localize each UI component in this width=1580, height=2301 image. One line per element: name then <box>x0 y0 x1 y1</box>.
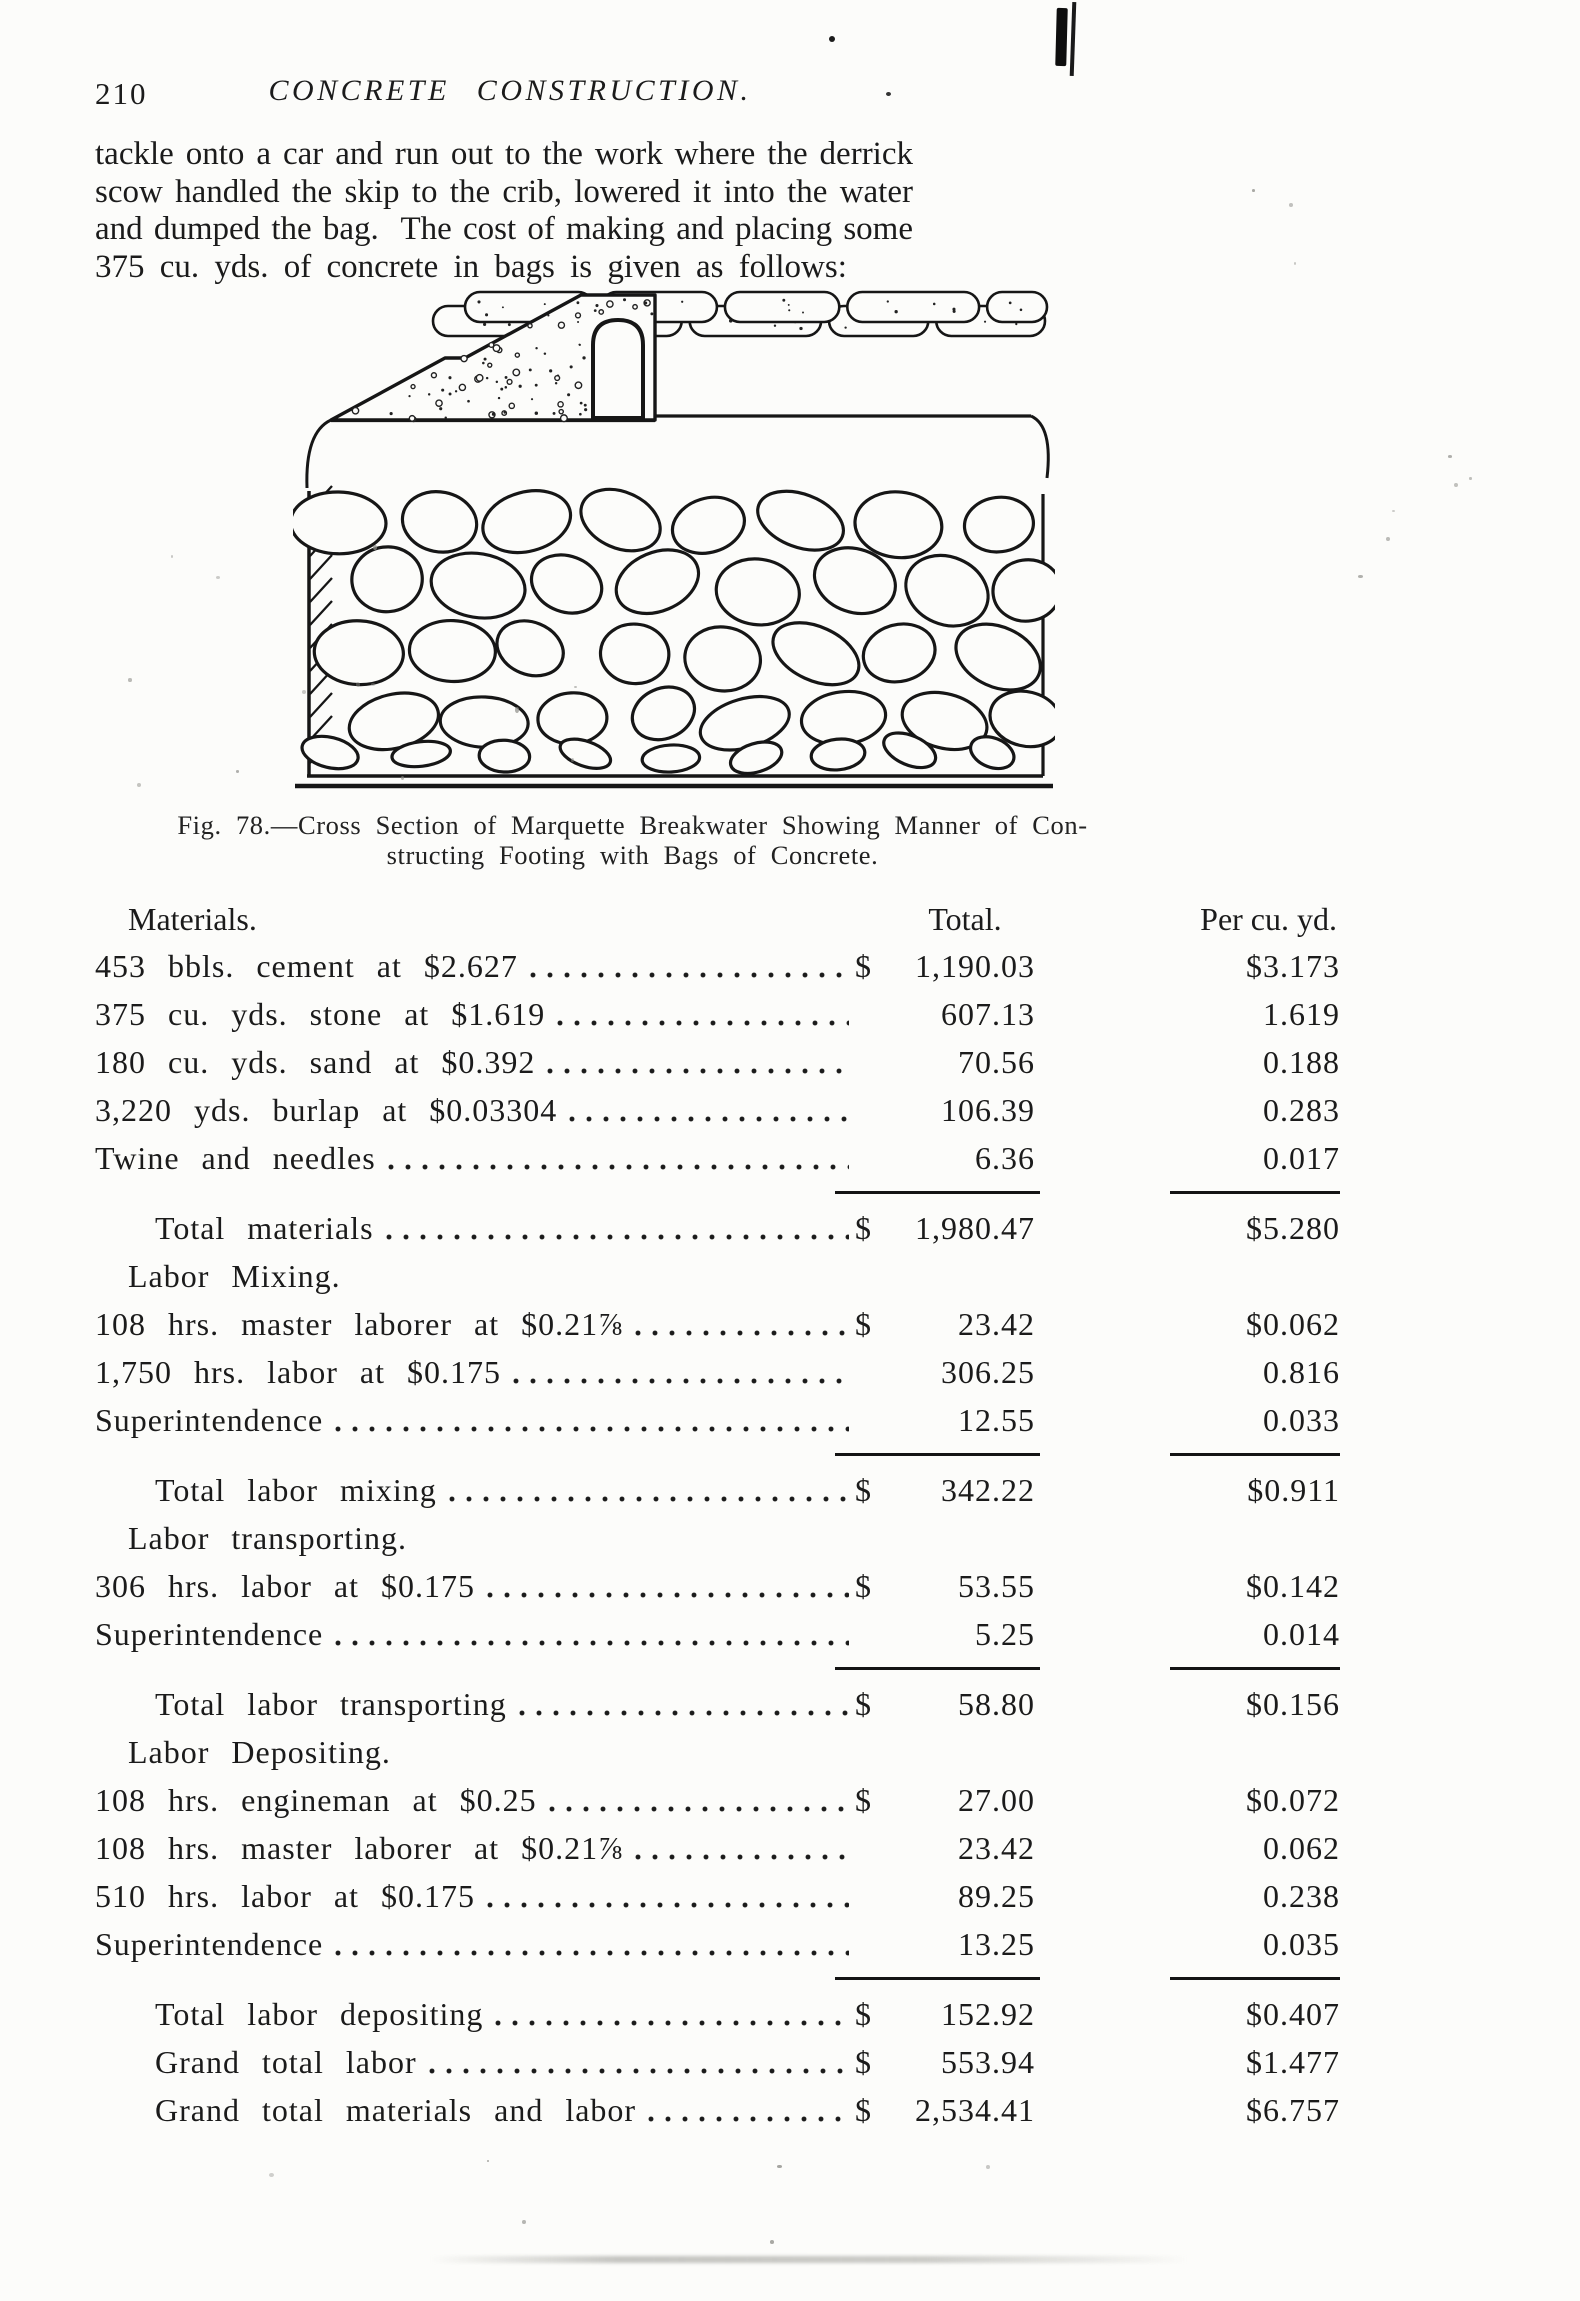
row-label: Total labor depositing <box>155 1996 484 2032</box>
per-cu-yd-value: $6.757 <box>1246 2092 1340 2128</box>
row-label: 375 cu. yds. stone at $1.619 <box>95 996 546 1032</box>
scan-speck <box>401 776 404 780</box>
scan-smudge <box>430 2256 1190 2263</box>
scan-speck <box>128 678 132 682</box>
table-rule <box>95 1968 1340 1990</box>
scan-speck <box>770 2240 774 2244</box>
rule-per-column <box>1170 1453 1340 1456</box>
dot-leader <box>648 2116 849 2122</box>
dot-leader <box>487 1592 849 1598</box>
currency-sign: $ <box>855 2044 871 2080</box>
scan-speck <box>1469 477 1472 480</box>
currency-sign: $ <box>855 1782 871 1818</box>
figure-caption-line2: structing Footing with Bags of Concrete. <box>386 840 879 870</box>
total-value: 607.13 <box>941 996 1035 1032</box>
table-row <box>95 1920 1340 1968</box>
scan-speck <box>371 683 375 686</box>
dot-leader <box>547 1068 849 1074</box>
table-rule <box>95 1658 1340 1680</box>
dot-leader <box>449 1496 849 1502</box>
figure-caption-line1: Fig. 78.—Cross Section of Marquette Breakwater Showing Manner of Con- <box>177 810 1088 840</box>
per-cu-yd-value: 0.816 <box>1263 1354 1340 1390</box>
table-row <box>95 1610 1340 1658</box>
table-section-row <box>95 1252 1340 1300</box>
total-value: 23.42 <box>958 1306 1035 1342</box>
per-cu-yd-value: 1.619 <box>1263 996 1340 1032</box>
total-value: 342.22 <box>941 1472 1035 1508</box>
scan-speck <box>236 770 239 773</box>
rule-total-column <box>835 1667 1040 1670</box>
scan-speck <box>1392 510 1395 512</box>
table-row <box>95 942 1340 990</box>
table-rule <box>95 1444 1340 1466</box>
paragraph-line: 375 cu. yds. of concrete in bags is given as follows: <box>95 248 847 285</box>
table-row <box>95 1300 1340 1348</box>
ink-speck <box>829 36 835 42</box>
table-row <box>95 1466 1340 1514</box>
dot-leader <box>530 972 849 978</box>
per-cu-yd-value: 0.033 <box>1263 1402 1340 1438</box>
table-row <box>95 1990 1340 2038</box>
dot-leader <box>635 1330 849 1336</box>
row-label: Grand total materials and labor <box>155 2092 637 2128</box>
dot-leader <box>557 1020 849 1026</box>
scan-speck <box>777 2165 782 2168</box>
table-section-row <box>95 1728 1340 1776</box>
per-cu-yd-value: 0.062 <box>1263 1830 1340 1866</box>
row-label: 108 hrs. master laborer at $0.21⅞ <box>95 1830 624 1866</box>
table-body <box>95 942 1340 2134</box>
table-row <box>95 1680 1340 1728</box>
paragraph-line: and dumped the bag. The cost of making and placing some <box>95 211 913 247</box>
scan-speck <box>137 783 141 787</box>
total-value: 553.94 <box>941 2044 1035 2080</box>
rule-total-column <box>835 1191 1040 1194</box>
column-header-total: Total. <box>928 901 1002 937</box>
per-cu-yd-value: 0.014 <box>1263 1616 1340 1652</box>
table-row <box>95 2086 1340 2134</box>
scan-speck <box>487 2160 489 2162</box>
scan-speck <box>373 545 377 550</box>
figure-cross-section <box>293 286 1055 798</box>
per-cu-yd-value: 0.283 <box>1263 1092 1340 1128</box>
per-cu-yd-value: 0.017 <box>1263 1140 1340 1176</box>
scan-speck <box>1252 189 1255 192</box>
scan-speck <box>1448 455 1452 458</box>
dot-leader <box>513 1378 849 1384</box>
rule-total-column <box>835 1977 1040 1980</box>
total-value: 5.25 <box>975 1616 1035 1652</box>
scan-speck <box>1454 483 1458 487</box>
scan-speck <box>356 682 360 687</box>
currency-sign: $ <box>855 1568 871 1604</box>
table-row <box>95 1348 1340 1396</box>
total-value: 89.25 <box>958 1878 1035 1914</box>
currency-sign: $ <box>855 1306 871 1342</box>
table-row <box>95 1086 1340 1134</box>
total-value: 6.36 <box>975 1140 1035 1176</box>
row-label: Labor Mixing. <box>128 1258 341 1294</box>
total-value: 70.56 <box>958 1044 1035 1080</box>
total-value: 58.80 <box>958 1686 1035 1722</box>
dot-leader <box>335 1640 849 1646</box>
total-value: 1,980.47 <box>915 1210 1035 1246</box>
total-value: 1,190.03 <box>915 948 1035 984</box>
dot-leader <box>569 1116 849 1122</box>
row-label: Labor Depositing. <box>128 1734 391 1770</box>
running-head: CONCRETE CONSTRUCTION. <box>268 74 752 107</box>
dot-leader <box>335 1426 849 1432</box>
row-label: Labor transporting. <box>128 1520 408 1556</box>
row-label: 510 hrs. labor at $0.175 <box>95 1878 475 1914</box>
dot-leader <box>487 1902 849 1908</box>
table-row <box>95 1134 1340 1182</box>
total-value: 306.25 <box>941 1354 1035 1390</box>
per-cu-yd-value: $0.156 <box>1246 1686 1340 1722</box>
dot-leader <box>495 2020 849 2026</box>
row-label: 180 cu. yds. sand at $0.392 <box>95 1044 536 1080</box>
total-value: 23.42 <box>958 1830 1035 1866</box>
per-cu-yd-value: 0.238 <box>1263 1878 1340 1914</box>
scan-speck <box>515 707 519 713</box>
currency-sign: $ <box>855 2092 871 2128</box>
table-header-row <box>95 896 1340 942</box>
currency-sign: $ <box>855 1996 871 2032</box>
scan-speck <box>171 555 173 558</box>
total-value: 152.92 <box>941 1996 1035 2032</box>
table-row <box>95 990 1340 1038</box>
total-value: 2,534.41 <box>915 2092 1035 2128</box>
dot-leader <box>635 1854 849 1860</box>
row-label: 306 hrs. labor at $0.175 <box>95 1568 475 1604</box>
ink-mark <box>1055 8 1068 66</box>
table-rule <box>95 1182 1340 1204</box>
row-label: Superintendence <box>95 1402 324 1438</box>
cost-table <box>95 896 1340 2134</box>
total-value: 12.55 <box>958 1402 1035 1438</box>
currency-sign: $ <box>855 1210 871 1246</box>
rule-per-column <box>1170 1977 1340 1980</box>
dot-leader <box>549 1806 849 1812</box>
per-cu-yd-value: 0.188 <box>1263 1044 1340 1080</box>
paragraph-line: tackle onto a car and run out to the work where the derrick <box>95 136 913 172</box>
dot-leader <box>519 1710 849 1716</box>
dot-leader <box>335 1950 849 1956</box>
dot-leader <box>388 1164 849 1170</box>
row-label: 108 hrs. master laborer at $0.21⅞ <box>95 1306 624 1342</box>
scan-speck <box>1294 262 1296 265</box>
total-value: 106.39 <box>941 1092 1035 1128</box>
total-value: 27.00 <box>958 1782 1035 1818</box>
ink-mark <box>1070 2 1077 76</box>
row-label: Total materials <box>155 1210 374 1246</box>
row-label: 453 bbls. cement at $2.627 <box>95 948 518 984</box>
dot-leader <box>429 2068 849 2074</box>
paragraph-line: scow handled the skip to the crib, lowered it into the water <box>95 173 913 210</box>
row-label: Superintendence <box>95 1926 324 1962</box>
table-row <box>95 1562 1340 1610</box>
table-row <box>95 1204 1340 1252</box>
table-row <box>95 1776 1340 1824</box>
currency-sign: $ <box>855 1472 871 1508</box>
row-label: 1,750 hrs. labor at $0.175 <box>95 1354 501 1390</box>
row-label: Total labor transporting <box>155 1686 507 1722</box>
column-header-per-cu-yd: Per cu. yd. <box>1200 901 1337 937</box>
total-value: 13.25 <box>958 1926 1035 1962</box>
table-row <box>95 1872 1340 1920</box>
table-row <box>95 2038 1340 2086</box>
scan-speck <box>522 2220 526 2224</box>
rubble-stones <box>293 478 1055 779</box>
body-paragraph <box>95 136 913 286</box>
per-cu-yd-value: 0.035 <box>1263 1926 1340 1962</box>
per-cu-yd-value: $0.072 <box>1246 1782 1340 1818</box>
per-cu-yd-value: $5.280 <box>1246 1210 1340 1246</box>
per-cu-yd-value: $3.173 <box>1246 948 1340 984</box>
total-value: 53.55 <box>958 1568 1035 1604</box>
scan-speck <box>216 576 220 579</box>
per-cu-yd-value: $0.911 <box>1247 1472 1340 1508</box>
table-section-row <box>95 1514 1340 1562</box>
row-label: Grand total labor <box>155 2044 417 2080</box>
rule-per-column <box>1170 1667 1340 1670</box>
row-label: Superintendence <box>95 1616 324 1652</box>
scan-speck <box>1289 203 1293 207</box>
rule-total-column <box>835 1453 1040 1456</box>
row-label: Total labor mixing <box>155 1472 437 1508</box>
scan-speck <box>1358 575 1363 578</box>
currency-sign: $ <box>855 948 871 984</box>
page-number: 210 <box>95 76 148 111</box>
table-row <box>95 1396 1340 1444</box>
column-header-materials: Materials. <box>128 901 257 937</box>
per-cu-yd-value: $1.477 <box>1246 2044 1340 2080</box>
scan-speck <box>986 2165 990 2169</box>
table-row <box>95 1038 1340 1086</box>
scan-speck <box>269 2173 274 2177</box>
per-cu-yd-value: $0.407 <box>1246 1996 1340 2032</box>
per-cu-yd-value: $0.142 <box>1246 1568 1340 1604</box>
currency-sign: $ <box>855 1686 871 1722</box>
breakwater-drawing <box>293 286 1055 798</box>
row-label: Twine and needles <box>95 1140 376 1176</box>
rule-per-column <box>1170 1191 1340 1194</box>
dot-leader <box>386 1234 849 1240</box>
row-label: 108 hrs. engineman at $0.25 <box>95 1782 537 1818</box>
per-cu-yd-value: $0.062 <box>1246 1306 1340 1342</box>
table-row <box>95 1824 1340 1872</box>
figure-caption <box>95 810 1170 870</box>
scan-speck <box>1386 537 1390 541</box>
row-label: 3,220 yds. burlap at $0.03304 <box>95 1092 558 1128</box>
